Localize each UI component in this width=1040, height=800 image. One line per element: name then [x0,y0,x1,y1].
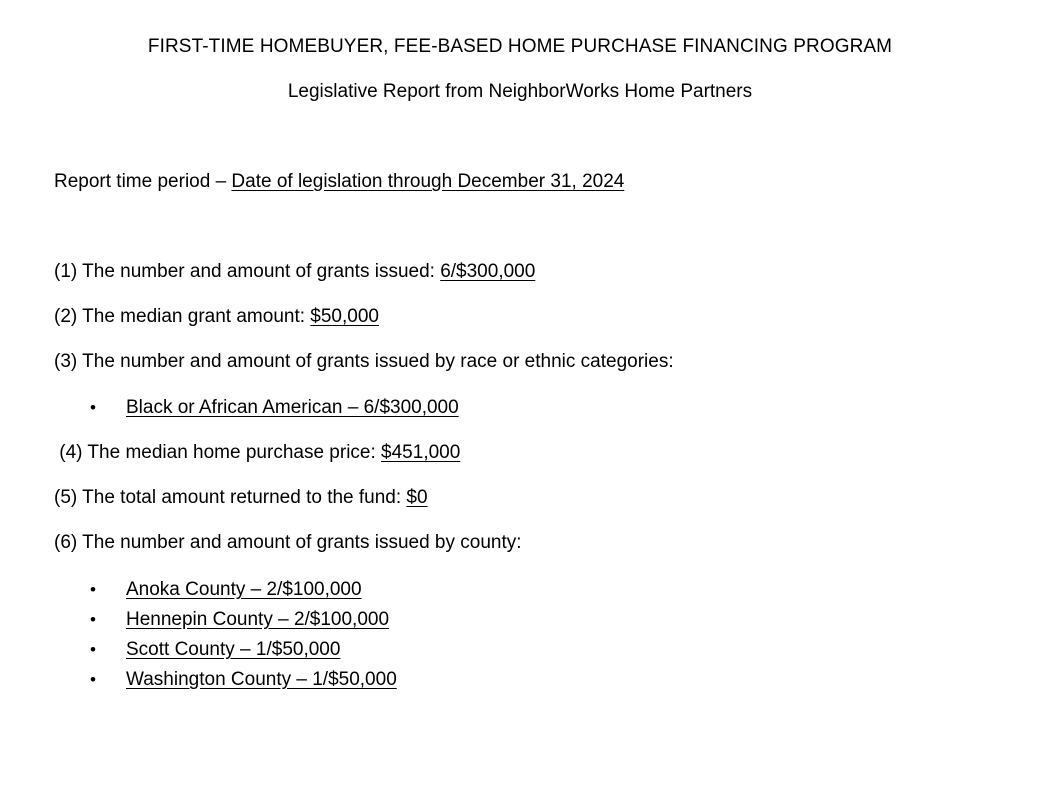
item-label: (1) The number and amount of grants issued: [54,261,441,282]
county-bullet-item [90,639,340,661]
county-bullet-item [90,579,362,601]
item-label: (3) The number and amount of grants issued by race or ethnic categories: [54,351,674,372]
county-bullet-text: Hennepin County – 2/$100,000 [126,609,390,630]
report-period-label: Report time period – [54,171,232,192]
item-total-returned [54,487,428,509]
county-bullet-text: Anoka County – 2/$100,000 [126,579,362,600]
item-median-grant [54,306,379,328]
bullet-icon: • [90,398,96,417]
item-grants-by-county [54,532,522,554]
race-bullet-text: Black or African American – 6/$300,000 [126,397,459,418]
county-bullet-text: Washington County – 1/$50,000 [126,669,397,690]
item-value: $451,000 [381,442,461,463]
item-median-home-price [54,442,460,464]
bullet-icon: • [90,580,96,599]
county-bullet-item [90,609,389,631]
bullet-icon: • [90,640,96,659]
county-bullet-item [90,669,397,691]
item-label: (5) The total amount returned to the fund: [54,487,407,508]
item-label: (4) The median home purchase price: [54,442,382,463]
document-subtitle: Legislative Report from NeighborWorks Home Partners [287,81,753,102]
document-title: FIRST-TIME HOMEBUYER, FEE-BASED HOME PURCHASE FINANCING PROGRAM [147,36,893,57]
item-grants-by-race [54,351,674,373]
item-value: $50,000 [310,306,379,327]
bullet-icon: • [90,610,96,629]
race-bullet-item [90,397,459,419]
item-label: (2) The median grant amount: [54,306,311,327]
item-label: (6) The number and amount of grants issued by county: [54,532,522,553]
item-value: 6/$300,000 [440,261,536,282]
county-bullet-text: Scott County – 1/$50,000 [126,639,341,660]
item-value: $0 [406,487,428,508]
report-period-value: Date of legislation through December 31, 2024 [231,171,625,192]
item-grants-issued [54,261,535,283]
bullet-icon: • [90,670,96,689]
report-period-line [54,171,624,193]
